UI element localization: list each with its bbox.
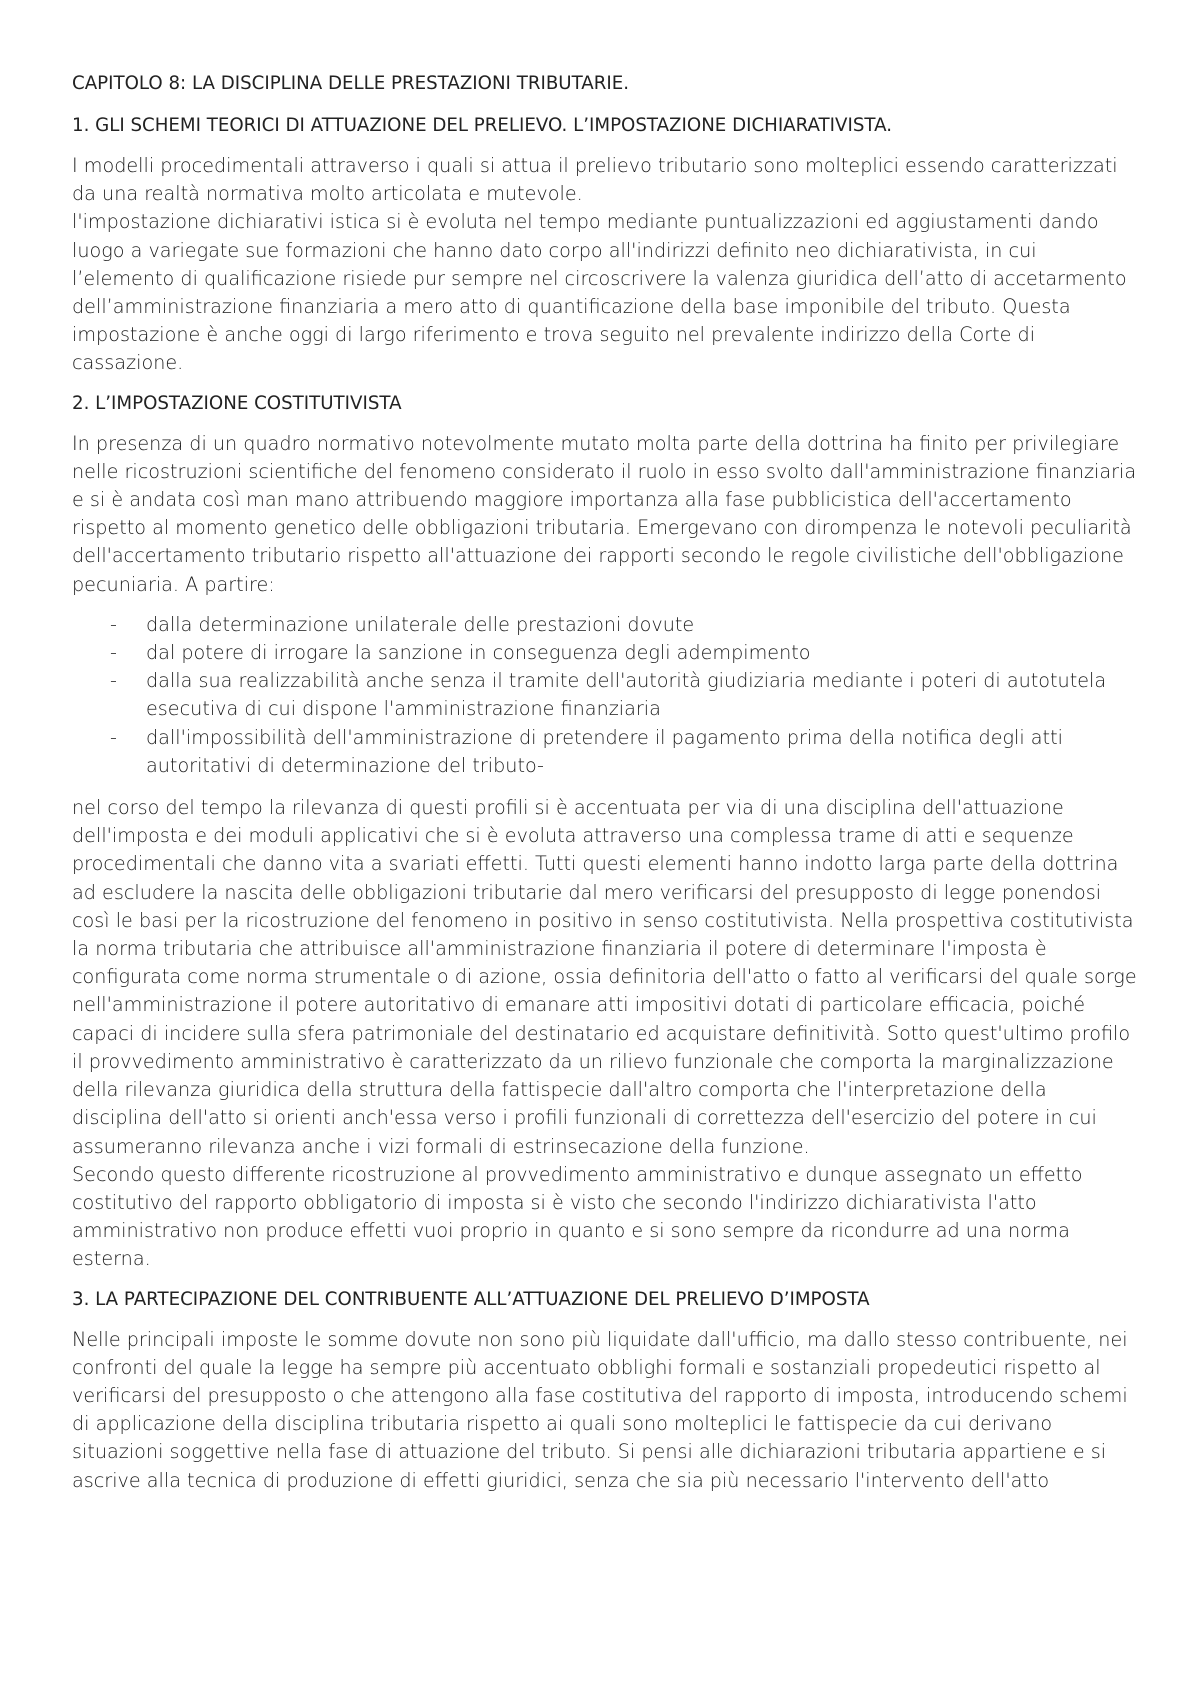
list-item: [72, 639, 1138, 667]
list-item: [72, 724, 1138, 780]
list-item-text: dal potere di irrogare la sanzione in conseguenza degli adempimento: [146, 641, 811, 665]
dash-bullet-icon: -: [110, 725, 117, 749]
bullet-list: [72, 611, 1138, 780]
list-item: [72, 667, 1138, 723]
section-3: [72, 1286, 1138, 1495]
dash-bullet-icon: -: [110, 641, 117, 665]
body-paragraph: I modelli procedimentali attraverso i quali si attua il prelievo tributario sono molteplici essendo caratterizzati da una realtà normativa molto articolata e mutevole. l'impostazione dichiarativi istica si è evoluta nel tempo mediante puntualizzazioni ed aggiustamenti dando luogo a variegate sue formazioni che hanno dato corpo all'indirizzi definito neo dichiarativista, in cui l’elemento di qualificazione risiede pur sempre nel circoscrivere la valenza giuridica dell’atto di accetarmento dell’amministrazione finanziaria a mero atto di quantificazione della base imponibile del tributo. Questa impostazione è anche oggi di largo riferimento e trova seguito nel prevalente indirizzo della Corte di cassazione.: [72, 154, 1127, 375]
section-1: [72, 112, 1138, 378]
list-item: [72, 611, 1138, 639]
body-paragraph: nel corso del tempo la rilevanza di questi profili si è accentuata per via di una disciplina dell'attuazione dell'imposta e dei moduli applicativi che si è evoluta attraverso una complessa trame di atti e sequenze procedimentali che danno vita a svariati effetti. Tutti questi elementi hanno indotto larga parte della dottrina ad escludere la nascita delle obbligazioni tributarie dal mero verificarsi del presupposto di legge ponendosi così le basi per la ricostruzione del fenomeno in positivo in senso costitutivista. Nella prospettiva costitutivista la norma tributaria che attribuisce all'amministrazione finanziaria il potere di determinare l'imposta è configurata come norma strumentale o di azione, ossia definitoria dell'atto o fatto al verificarsi del quale sorge nell'amministrazione il potere autoritativo di emanare atti impositivi dotati di particolare efficacia, poiché capaci di incidere sulla sfera patrimoniale del destinatario ed acquistare definitività. Sotto quest'ultimo profilo il provvedimento amministrativo è caratterizzato da un rilievo funzionale che comporta la marginalizzazione della rilevanza giuridica della struttura della fattispecie dall'altro comporta che l'interpretazione della disciplina dell'atto si orienti anch'essa verso i profili funzionali di correttezza dell'esercizio del potere in cui assumeranno rilevanza anche i vizi formali di estrinsecazione della funzione. Secondo questo differente ricostruzione al provvedimento amministrativo e dunque assegnato un effetto costitutivo del rapporto obbligatorio di imposta si è visto che secondo l'indirizzo dichiarativista l'atto amministrativo non produce effetti vuoi proprio in quanto e si sono sempre da ricondurre ad una norma esterna.: [72, 796, 1137, 1271]
list-item-text: dall'impossibilità dell'amministrazione di pretendere il pagamento prima della notifica degli atti autoritativi di determinazione del tributo-: [146, 725, 1063, 777]
section-2: [72, 390, 1138, 1274]
chapter-title: CAPITOLO 8: LA DISCIPLINA DELLE PRESTAZIONI TRIBUTARIE.: [72, 73, 630, 94]
list-item-text: dalla sua realizzabilità anche senza il tramite dell'autorità giudiziaria mediante i poteri di autotutela esecutiva di cui dispone l'amministrazione finanziaria: [146, 669, 1107, 721]
body-paragraph: Nelle principali imposte le somme dovute non sono più liquidate dall'ufficio, ma dallo stesso contribuente, nei confronti del quale la legge ha sempre più accentuato obblighi formali e sostanziali propedeutici rispetto al verificarsi del presupposto o che attengono alla fase costitutiva del rapporto di imposta, introducendo schemi di applicazione della disciplina tributaria rispetto ai quali sono molteplici le fattispecie da cui derivano situazioni soggettive nella fase di attuazione del tributo. Si pensi alle dichiarazioni tributaria appartiene e si ascrive alla tecnica di produzione di effetti giuridici, senza che sia più necessario l'intervento dell'atto: [72, 1327, 1128, 1492]
section-heading: 3. LA PARTECIPAZIONE DEL CONTRIBUENTE ALL’ATTUAZIONE DEL PRELIEVO D’IMPOSTA: [72, 1288, 870, 1310]
dash-bullet-icon: -: [110, 669, 117, 693]
body-paragraph: In presenza di un quadro normativo notevolmente mutato molta parte della dottrina ha finito per privilegiare nelle ricostruzioni scientifiche del fenomeno considerato il ruolo in esso svolto dall'amministrazione finanziaria e si è andata così man mano attribuendo maggiore importanza alla fase pubblicistica dell'accertamento rispetto al momento genetico delle obbligazioni tributaria. Emergevano con dirompenza le notevoli peculiarità dell'accertamento tributario rispetto all'attuazione dei rapporti secondo le regole civilistiche dell'obbligazione pecuniaria. A partire:: [72, 431, 1137, 596]
section-heading: 2. L’IMPOSTAZIONE COSTITUTIVISTA: [72, 392, 402, 414]
list-item-text: dalla determinazione unilaterale delle prestazioni dovute: [146, 612, 695, 636]
dash-bullet-icon: -: [110, 612, 117, 636]
section-heading: 1. GLI SCHEMI TEORICI DI ATTUAZIONE DEL PRELIEVO. L’IMPOSTAZIONE DICHIARATIVISTA.: [72, 115, 892, 136]
document-page: [72, 70, 1138, 1507]
